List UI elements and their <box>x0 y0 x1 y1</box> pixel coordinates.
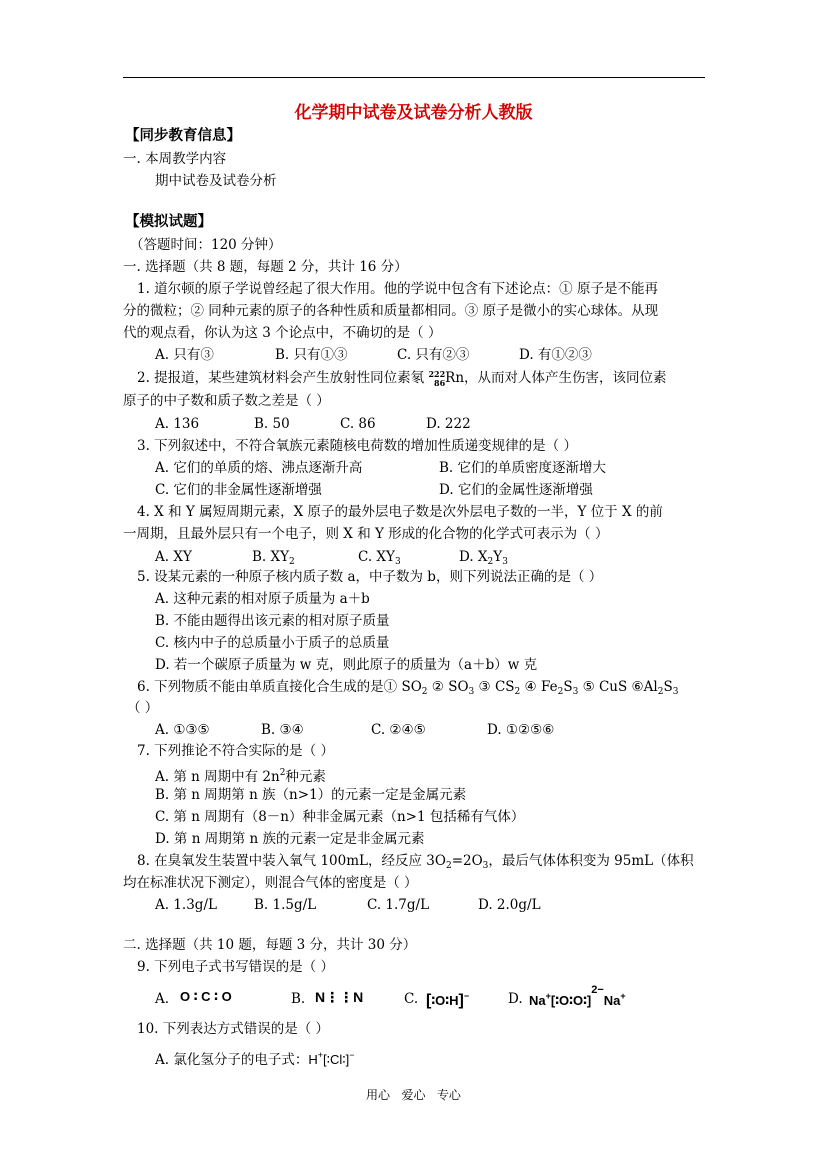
q9-formula-b: N⋮⋮N <box>315 989 364 1005</box>
q1-line-3: 代的观点看，你认为这 3 个论点中，不确切的是（ ） <box>123 325 442 341</box>
q10-formula: H+[∶Cl∶]− <box>308 1050 355 1067</box>
q6-option-a: A. ①③⑤ <box>155 722 210 738</box>
q8-option-b: B. 1.5g/L <box>254 897 317 913</box>
q2-line-1 <box>137 369 667 388</box>
isotope-notation <box>428 370 445 388</box>
q3-option-c: C. 它们的非金属性逐渐增强 <box>155 482 322 498</box>
q2-text-post: ，从而对人体产生伤害，该同位素 <box>464 370 667 386</box>
q9-label-c: C. <box>404 991 419 1007</box>
q6-option-d: D. ①②⑤⑥ <box>487 722 555 738</box>
section-heading-info: 【同步教育信息】 <box>125 127 241 144</box>
q5-option-d: D. 若一个碳原子质量为 w 克，则此原子的质量为（a＋b）w 克 <box>155 657 538 673</box>
q1-option-a: A. 只有③ <box>155 347 214 363</box>
q3-text: 3. 下列叙述中，不符合氧族元素随核电荷数的增加性质递变规律的是（ ） <box>137 438 577 454</box>
q9-label-b: B. <box>291 991 306 1007</box>
q8-option-c: C. 1.7g/L <box>367 897 430 913</box>
answer-time: （答题时间：120 分钟） <box>130 237 282 253</box>
page-footer: 用心 爱心 专心 <box>366 1088 461 1102</box>
q9-formula-d: Na+[∶O∶O∶]$^{2-}$Na+ <box>529 984 626 1008</box>
q1-line-2: 分的微粒；② 同种元素的原子的各种性质和质量都相同。③ 原子是微小的实心球体。从现 <box>123 303 659 319</box>
q1-line-1: 1. 道尔顿的原子学说曾经起了很大作用。他的学说中包含有下述论点：① 原子是不能再 <box>137 281 658 297</box>
q7-option-d: D. 第 n 周期第 n 族的元素一定是非金属元素 <box>155 831 425 847</box>
isotope-symbol: Rn <box>445 370 465 386</box>
q4-line-1: 4. X 和 Y 属短周期元素，X 原子的最外层电子数是次外层电子数的一半，Y 位于 X 的前 <box>137 504 663 520</box>
q2-option-c: C. 86 <box>340 416 376 432</box>
q5-option-c: C. 核内中子的总质量小于质子的总质量 <box>155 635 390 651</box>
q4-option-c: C. $XY_3$ <box>358 549 401 567</box>
q1-option-d: D. 有①②③ <box>519 347 592 363</box>
q2-line-2: 原子的中子数和质子数之差是（ ） <box>123 393 330 409</box>
q2-text-pre: 2. 提报道，某些建筑材料会产生放射性同位素氡 <box>137 370 429 386</box>
q4-option-a: A. XY <box>155 549 192 565</box>
q9-text: 9. 下列电子式书写错误的是（ ） <box>137 959 334 975</box>
q10-text: 10. 下列表达方式错误的是（ ） <box>137 1021 330 1037</box>
q5-option-a: A. 这种元素的相对原子质量为 a＋b <box>155 591 370 607</box>
q2-option-b: B. 50 <box>254 416 290 432</box>
q8-line-1: 8. 在臭氧发生装置中装入氧气 100mL，经反应 $3O_2=2O_3$，最后气体体积变为 95mL（体积 <box>137 853 694 871</box>
q2-option-d: D. 222 <box>426 416 471 432</box>
q9-formula-a: O ∶ C ∶ O <box>180 989 232 1004</box>
section-1-body: 期中试卷及试卷分析 <box>155 173 277 189</box>
part-2-heading: 二. 选择题（共 10 题，每题 3 分，共计 30 分） <box>123 937 417 953</box>
q9-label-a: A. <box>155 991 170 1007</box>
q7-option-c: C. 第 n 周期有（8－n）种非金属元素（n>1 包括稀有气体） <box>155 809 525 825</box>
q4-option-b: B. $XY_2$ <box>252 549 295 567</box>
isotope-atomic-number: 86 <box>434 377 446 388</box>
q6-option-b: B. ③④ <box>261 722 304 738</box>
q8-line-2: 均在标准状况下测定），则混合气体的密度是（ ） <box>123 875 418 891</box>
q1-option-c: C. 只有②③ <box>397 347 470 363</box>
header-rule <box>123 77 705 78</box>
q6-option-c: C. ②④⑤ <box>371 722 426 738</box>
q10-option-a: A. 氯化氢分子的电子式：H+[∶Cl∶]− <box>155 1050 355 1068</box>
q4-line-2: 一周期，且最外层只有一个电子，则 X 和 Y 形成的化合物的化学式可表示为（ ） <box>123 526 609 542</box>
q2-option-a: A. 136 <box>155 416 200 432</box>
q3-option-b: B. 它们的单质密度逐渐增大 <box>439 460 607 476</box>
page-title: 化学期中试卷及试卷分析人教版 <box>294 103 533 123</box>
q6-line-2: （ ） <box>127 700 159 716</box>
q7-text: 7. 下列推论不符合实际的是（ ） <box>137 743 334 759</box>
q9-formula-c: [∶O∶H]− <box>426 991 470 1009</box>
q6-line-1: 6. 下列物质不能由单质直接化合生成的是① $SO_2$ ② $SO_3$ ③ $CS_2$ ④ $Fe_2S_3$ ⑤ CuS $⑥Al_2S_3$ <box>137 679 679 697</box>
q7-option-a: A. 第 n 周期中有 $2n^2$种元素 <box>155 768 326 785</box>
q8-option-a: A. 1.3g/L <box>155 897 217 913</box>
q1-option-b: B. 只有①③ <box>275 347 348 363</box>
isotope-mass-number: 222 <box>428 368 446 379</box>
q7-option-b: B. 第 n 周期第 n 族（n>1）的元素一定是金属元素 <box>155 787 467 803</box>
q5-option-b: B. 不能由题得出该元素的相对原子质量 <box>155 613 390 629</box>
q5-text: 5. 设某元素的一种原子核内质子数 a，中子数为 b，则下列说法正确的是（ ） <box>137 569 603 585</box>
q4-option-d: D. $X_2Y_3$ <box>459 549 508 567</box>
q3-option-d: D. 它们的金属性逐渐增强 <box>439 482 593 498</box>
part-1-heading: 一. 选择题（共 8 题，每题 2 分，共计 16 分） <box>123 259 408 275</box>
q3-option-a: A. 它们的单质的熔、沸点逐渐升高 <box>155 460 363 476</box>
section-1-heading: 一. 本周教学内容 <box>123 151 227 167</box>
q9-label-d: D. <box>508 991 523 1007</box>
q8-option-d: D. 2.0g/L <box>478 897 541 913</box>
section-heading-sim: 【模拟试题】 <box>125 213 212 230</box>
